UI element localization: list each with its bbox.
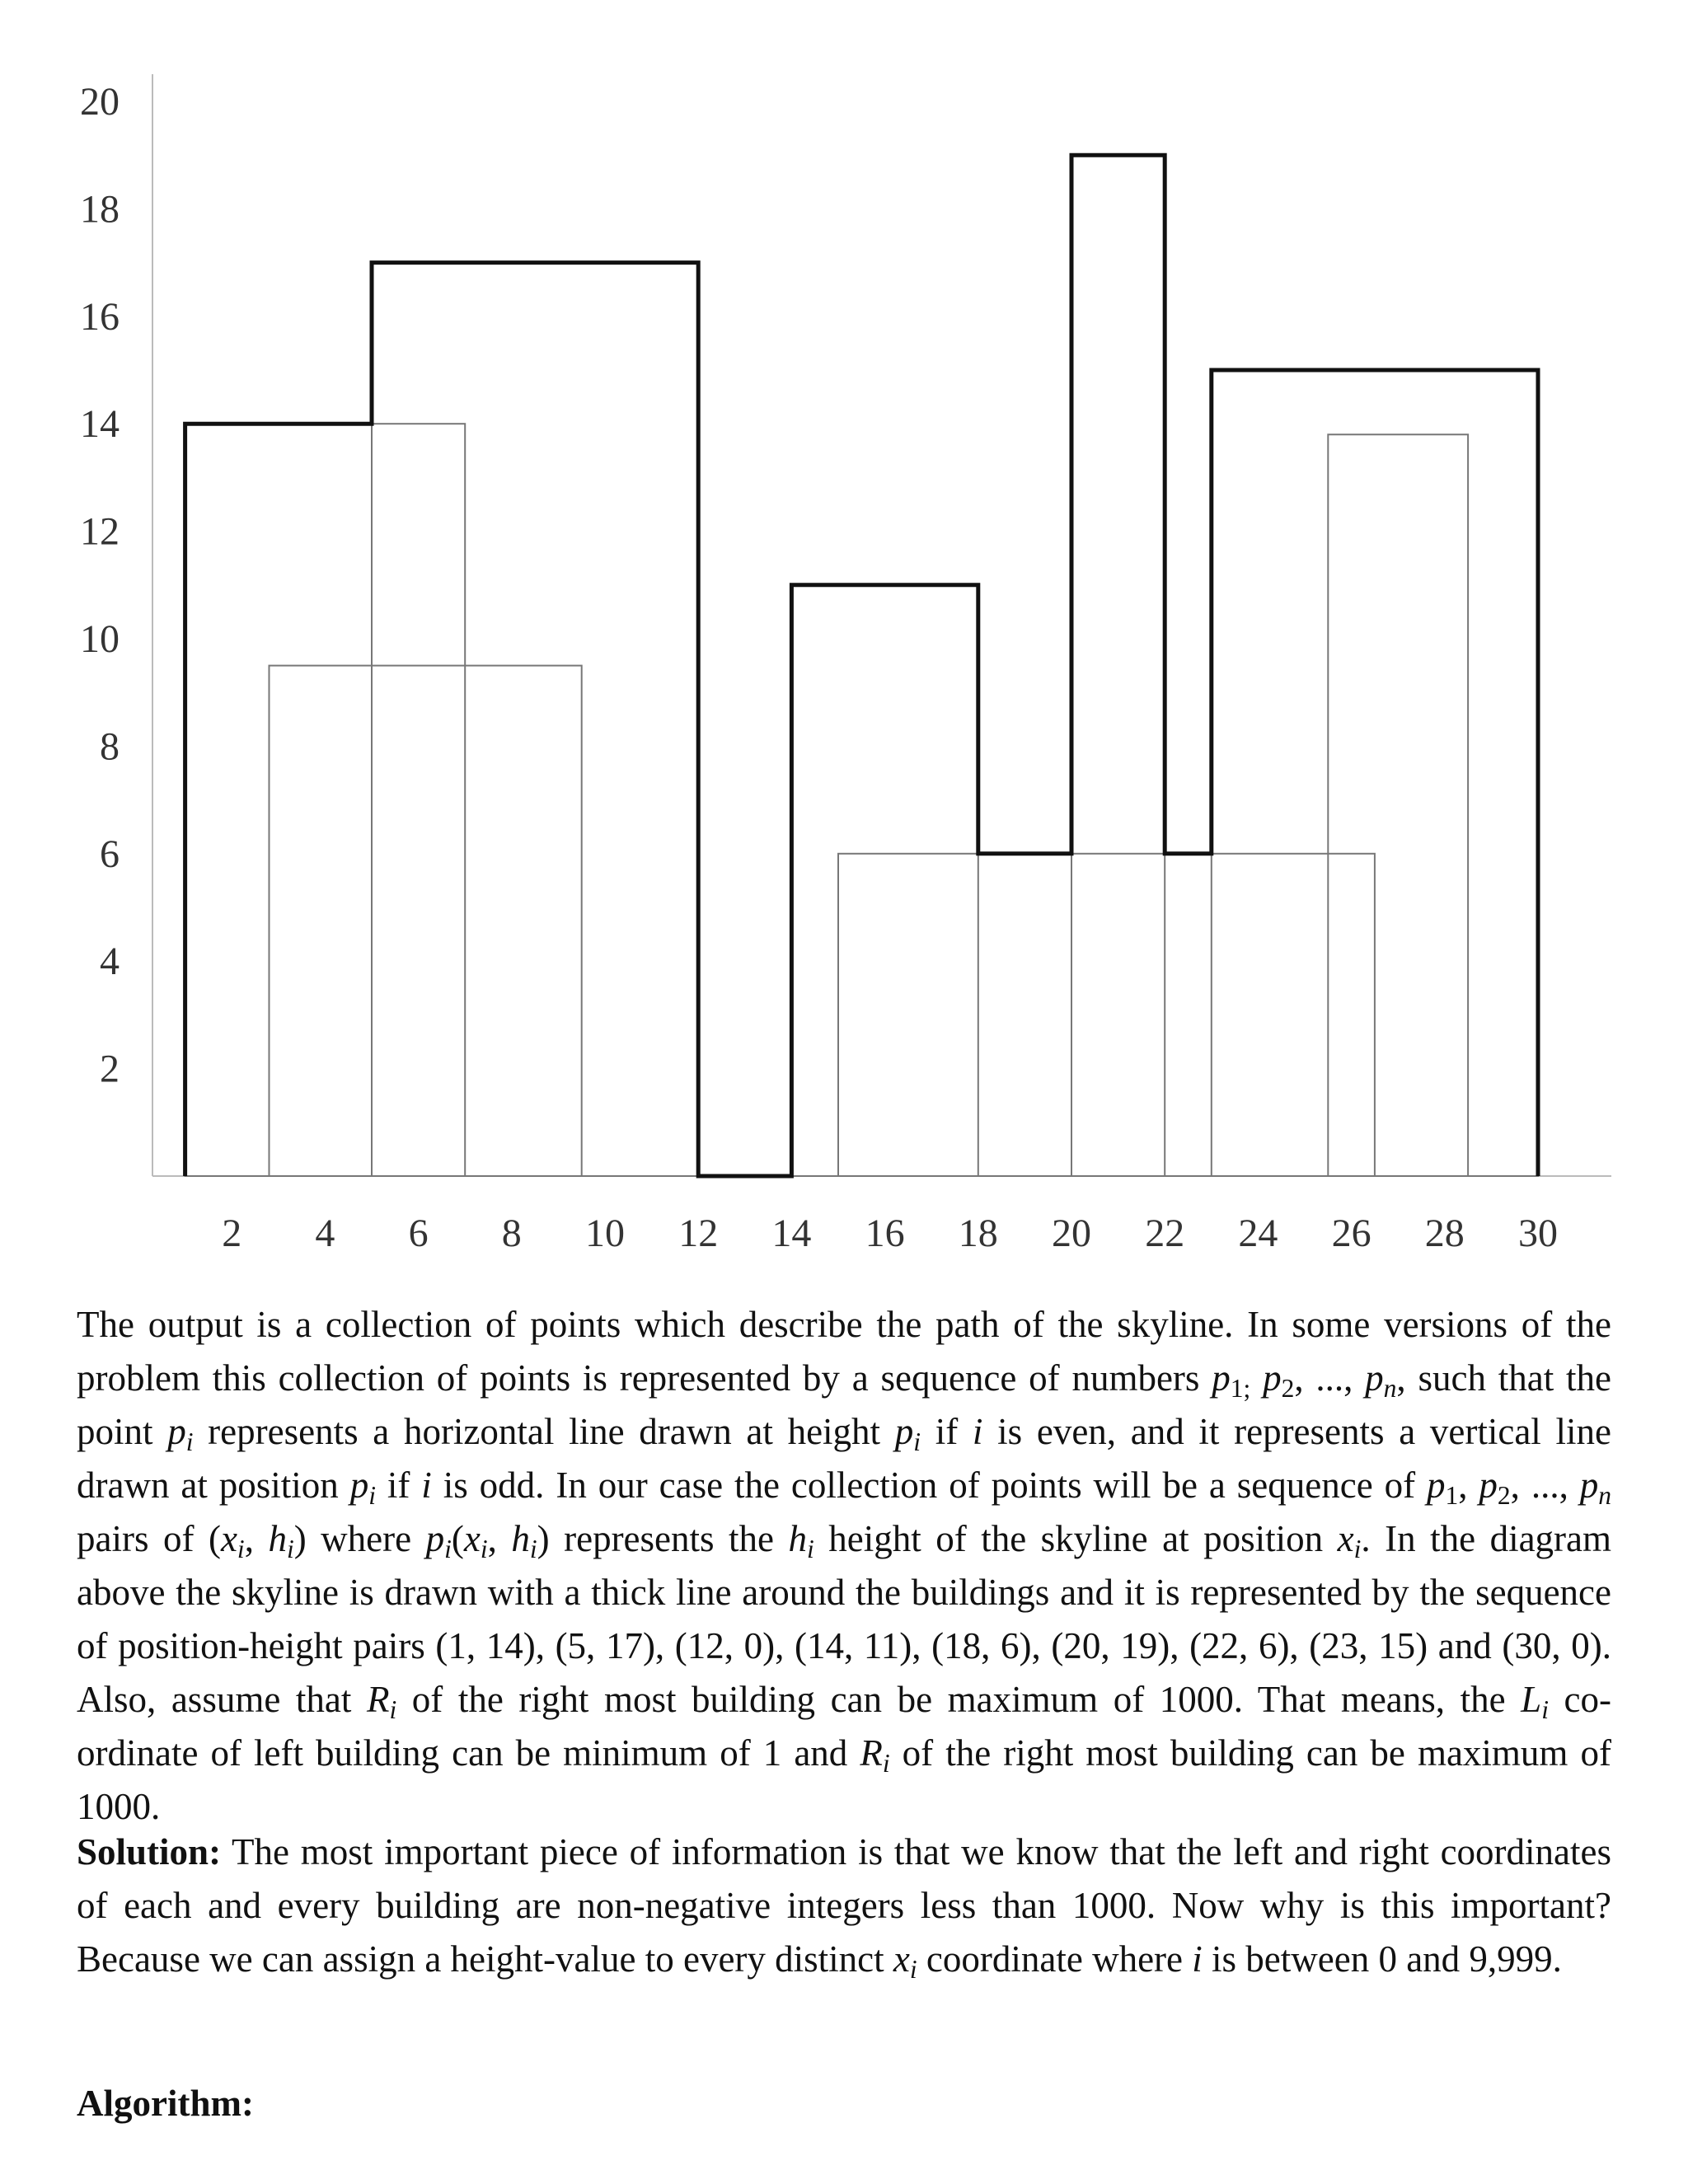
x-tick-label: 8 — [501, 1212, 522, 1255]
y-tick-label: 6 — [100, 832, 120, 876]
x-tick-label: 16 — [865, 1212, 905, 1255]
algorithm-heading: Algorithm: — [77, 2083, 254, 2124]
x-tick-label: 30 — [1518, 1212, 1558, 1255]
x-tick-label: 4 — [315, 1212, 335, 1255]
building-outline — [372, 424, 465, 1176]
x-tick-label: 26 — [1331, 1212, 1372, 1255]
building-outline — [1071, 155, 1165, 1176]
y-tick-label: 8 — [100, 724, 120, 769]
x-tick-label: 12 — [678, 1212, 719, 1255]
solution-label: Solution: — [77, 1831, 222, 1872]
building-outline — [838, 854, 1375, 1176]
y-tick-label: 12 — [80, 509, 120, 554]
x-tick-label: 10 — [585, 1212, 625, 1255]
buildings — [185, 155, 1538, 1176]
x-tick-label: 24 — [1238, 1212, 1278, 1255]
y-tick-label: 10 — [80, 617, 120, 661]
output-description-paragraph: The output is a collection of points which describe the path of the skyline. In some versions of the problem this collection of points is represented by a sequence of numbers $p_{1;}$ $p_2$, ..., $p_n$, such that the point $p_i$ represents a horizontal line drawn at height $p_i$ if i is even, and it represents a vertical line drawn at position $p_i$ if i is odd. In our case the collection of points will be a sequence of $p_1$, $p_2$, ..., $p_n$ pairs of ($x_i$, $h_i$) where $p_i(x_i$, $h_i$) represents the $h_i$ height of the skyline at position $x_i$. In the diagram above the skyline is drawn with a thick line around the buildings and it is represented by the sequence of position-height pairs (1, 14), (5, 17), (12, 0), (14, 11), (18, 6), (20, 19), (22, 6), (23, 15) and (30, 0). Also, assume that $R_i$ of the right most building can be maximum of 1000. That means, the $L_i$ co-ordinate of left building can be minimum of 1 and $R_i$ of the right most building can be maximum of 1000. — [77, 1304, 1612, 1827]
building-outline — [1328, 434, 1468, 1176]
y-axis-ticks — [80, 80, 120, 1091]
x-tick-label: 22 — [1145, 1212, 1185, 1255]
y-tick-label: 16 — [80, 294, 120, 339]
y-tick-label: 2 — [100, 1047, 120, 1091]
x-tick-label: 6 — [408, 1212, 429, 1255]
x-tick-label: 2 — [222, 1212, 242, 1255]
x-tick-label: 20 — [1052, 1212, 1091, 1255]
x-tick-label: 28 — [1424, 1212, 1465, 1255]
building-outline — [372, 263, 698, 1176]
building-outline — [269, 666, 581, 1176]
solution-paragraph: Solution: The most important piece of information is that we know that the left and right coordinates of each and every building are non-negative integers less than 1000. Now why is this important? Because we can assign a height-value to every distinct $x_i$ coordinate where i is between 0 and 9,999. — [77, 1831, 1611, 1984]
x-tick-label: 18 — [958, 1212, 998, 1255]
y-tick-label: 20 — [80, 80, 120, 124]
x-axis-ticks — [222, 1212, 1558, 1255]
y-tick-label: 4 — [100, 940, 120, 984]
y-tick-label: 18 — [80, 187, 120, 232]
building-outline — [791, 585, 978, 1176]
x-tick-label: 14 — [771, 1212, 812, 1255]
building-outline — [185, 424, 372, 1176]
y-tick-label: 14 — [80, 402, 120, 447]
